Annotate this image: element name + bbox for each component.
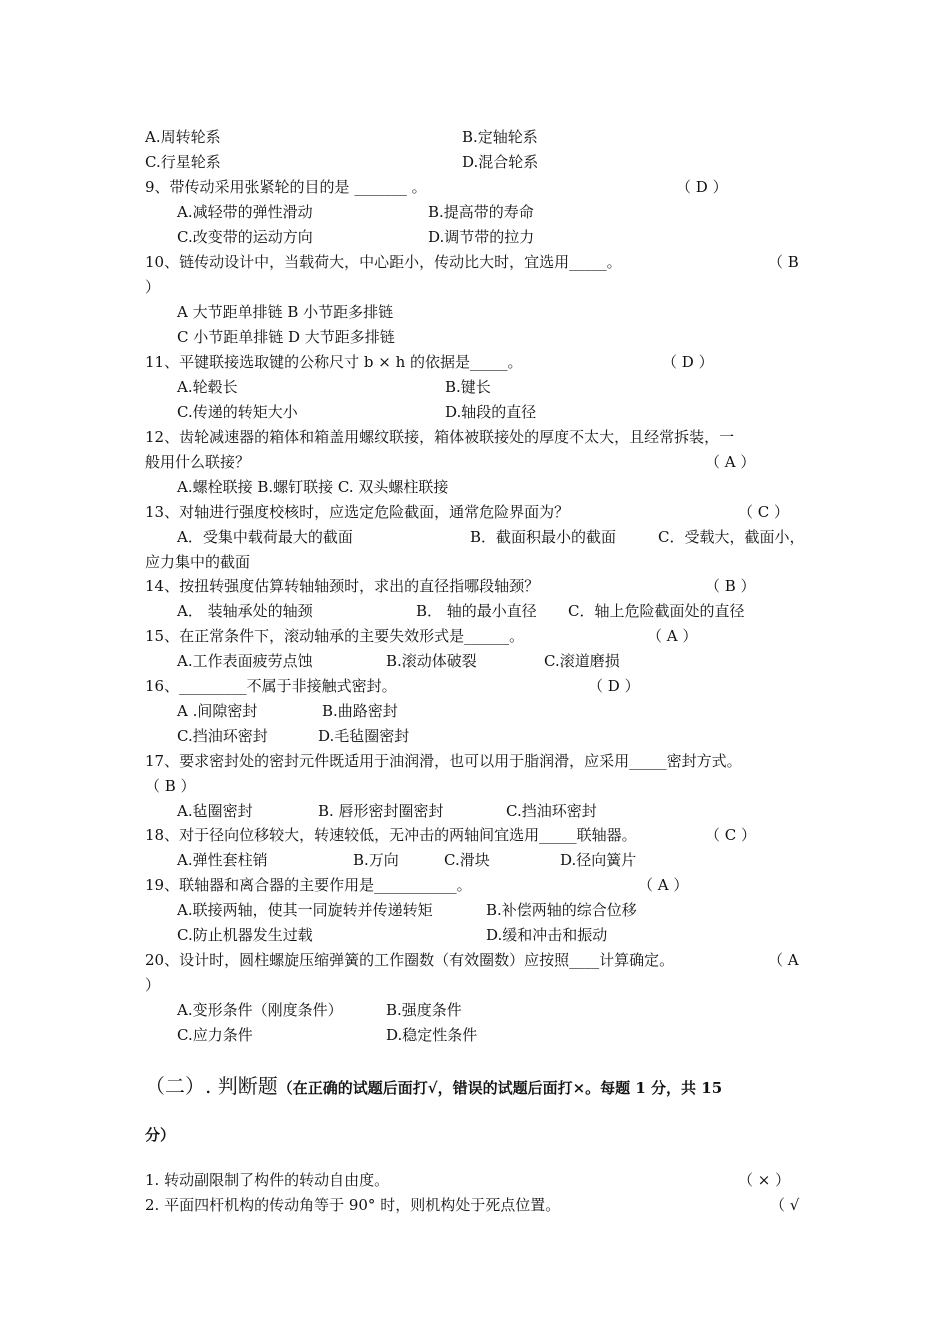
- option-b: B． 轴的最小直径: [416, 602, 537, 620]
- section-note-cont: 分）: [145, 1126, 176, 1144]
- option-d: D.毛毡圈密封: [318, 727, 410, 745]
- question-19-stem: 19、联轴器和离合器的主要作用是___________。: [145, 876, 472, 894]
- question-12-stem: 12、齿轮减速器的箱体和箱盖用螺纹联接，箱体被联接处的厚度不太大，且经常拆装，一: [145, 428, 735, 446]
- option-b: B.曲路密封: [322, 702, 398, 720]
- option-c: C.改变带的运动方向: [177, 228, 313, 246]
- question-12-answer: （ A ）: [705, 453, 756, 471]
- option-c: C．轴上危险截面处的直径: [568, 602, 745, 620]
- section-title: （二）. 判断题: [145, 1074, 278, 1098]
- question-16-answer: （ D ）: [588, 677, 640, 695]
- option-b: B.补偿两轴的综合位移: [486, 901, 637, 919]
- option-c: C.挡油环密封: [177, 727, 268, 745]
- option-b: B.定轴轮系: [462, 128, 538, 146]
- judge-item-1: 1. 转动副限制了构件的转动自由度。: [145, 1171, 390, 1189]
- question-11-stem: 11、平键联接选取键的公称尺寸 b × h 的依据是_____。: [145, 353, 523, 371]
- section-heading: [145, 1073, 722, 1101]
- question-14-stem: 14、按扭转强度估算转轴轴颈时，求出的直径指哪段轴颈？: [145, 577, 540, 595]
- question-19-answer: （ A ）: [638, 876, 689, 894]
- option-a: A.周转轮系: [145, 128, 221, 146]
- option-a: A.减轻带的弹性滑动: [177, 203, 313, 221]
- option-b: B.强度条件: [386, 1001, 462, 1019]
- option-c: C．受载大，截面小，: [658, 528, 805, 546]
- option-d: D.缓和冲击和振动: [486, 926, 608, 944]
- option-a: A .间隙密封: [177, 702, 258, 720]
- question-20-stem: 20、设计时，圆柱螺旋压缩弹簧的工作圈数（有效圈数）应按照____计算确定。: [145, 951, 675, 969]
- option-c: C.传递的转矩大小: [177, 403, 298, 421]
- option-b: B.滚动体破裂: [386, 652, 477, 670]
- question-15-stem: 15、在正常条件下，滚动轴承的主要失效形式是______。: [145, 627, 525, 645]
- option-d: D.稳定性条件: [386, 1026, 478, 1044]
- option-a: A.弹性套柱销: [177, 851, 268, 869]
- option-c: C.滚道磨损: [544, 652, 620, 670]
- option-a: A.毡圈密封: [177, 802, 253, 820]
- question-20-answer-close: ）: [145, 976, 161, 994]
- judge-item-2-answer: （ √: [770, 1196, 800, 1214]
- question-16-stem: 16、_________不属于非接触式密封。: [145, 677, 397, 695]
- question-13-stem: 13、对轴进行强度校核时，应选定危险截面，通常危险界面为？: [145, 503, 570, 521]
- option-a: A． 装轴承处的轴颈: [177, 602, 313, 620]
- option-d: D.轴段的直径: [445, 403, 537, 421]
- option-c: C.滑块: [444, 851, 490, 869]
- option-b: B.万向: [353, 851, 399, 869]
- option-b: B.键长: [445, 378, 491, 396]
- option-a: A.变形条件（刚度条件）: [177, 1001, 343, 1019]
- option-a: A.轮毂长: [177, 378, 238, 396]
- question-13-answer: （ C ）: [738, 503, 790, 521]
- option-b: B. 唇形密封圈密封: [318, 802, 444, 820]
- option-d: D.调节带的拉力: [428, 228, 535, 246]
- question-14-answer: （ B ）: [705, 577, 756, 595]
- option-cd: C 小节距单排链 D 大节距多排链: [177, 328, 395, 346]
- question-10-stem: 10、链传动设计中，当载荷大，中心距小，传动比大时，宜选用_____。: [145, 253, 622, 271]
- option-b: B.提高带的寿命: [428, 203, 534, 221]
- option-b: B．截面积最小的截面: [470, 528, 617, 546]
- options: A.螺栓联接 B.螺钉联接 C. 双头螺柱联接: [177, 478, 449, 496]
- question-17-stem: 17、要求密封处的密封元件既适用于油润滑，也可以用于脂润滑，应采用_____密封方式。: [145, 752, 742, 770]
- judge-item-1-answer: （ × ）: [738, 1171, 791, 1189]
- option-c: C.应力条件: [177, 1026, 253, 1044]
- option-ab: A 大节距单排链 B 小节距多排链: [177, 303, 394, 321]
- question-11-answer: （ D ）: [662, 353, 714, 371]
- question-15-answer: （ A ）: [647, 627, 698, 645]
- option-a: A.工作表面疲劳点蚀: [177, 652, 313, 670]
- question-9-answer: （ D ）: [676, 178, 728, 196]
- question-18-stem: 18、对于径向位移较大，转速较低，无冲击的两轴间宜选用_____联轴器。: [145, 826, 637, 844]
- option-a: A.联接两轴，使其一同旋转并传递转矩: [177, 901, 433, 919]
- option-d: D.混合轮系: [462, 153, 539, 171]
- option-c: C.防止机器发生过载: [177, 926, 313, 944]
- judge-item-2: 2. 平面四杆机构的传动角等于 90° 时，则机构处于死点位置。: [145, 1196, 561, 1214]
- option-c: C.挡油环密封: [506, 802, 597, 820]
- section-note: （在正确的试题后面打√，错误的试题后面打×。每题 1 分，共 15: [277, 1079, 723, 1097]
- question-12-stem-cont: 般用什么联接？: [145, 453, 251, 471]
- option-a: A．受集中载荷最大的截面: [177, 528, 353, 546]
- question-10-answer-close: ）: [145, 278, 161, 296]
- option-c-cont: 应力集中的截面: [145, 553, 251, 571]
- option-c: C.行星轮系: [145, 153, 221, 171]
- question-10-answer: （ B: [768, 253, 799, 271]
- question-18-answer: （ C ）: [705, 826, 757, 844]
- question-20-answer: （ A: [768, 951, 799, 969]
- question-17-answer: （ B ）: [145, 777, 196, 795]
- option-d: D.径向簧片: [560, 851, 637, 869]
- question-9-stem: 9、带传动采用张紧轮的目的是 _______ 。: [145, 178, 427, 196]
